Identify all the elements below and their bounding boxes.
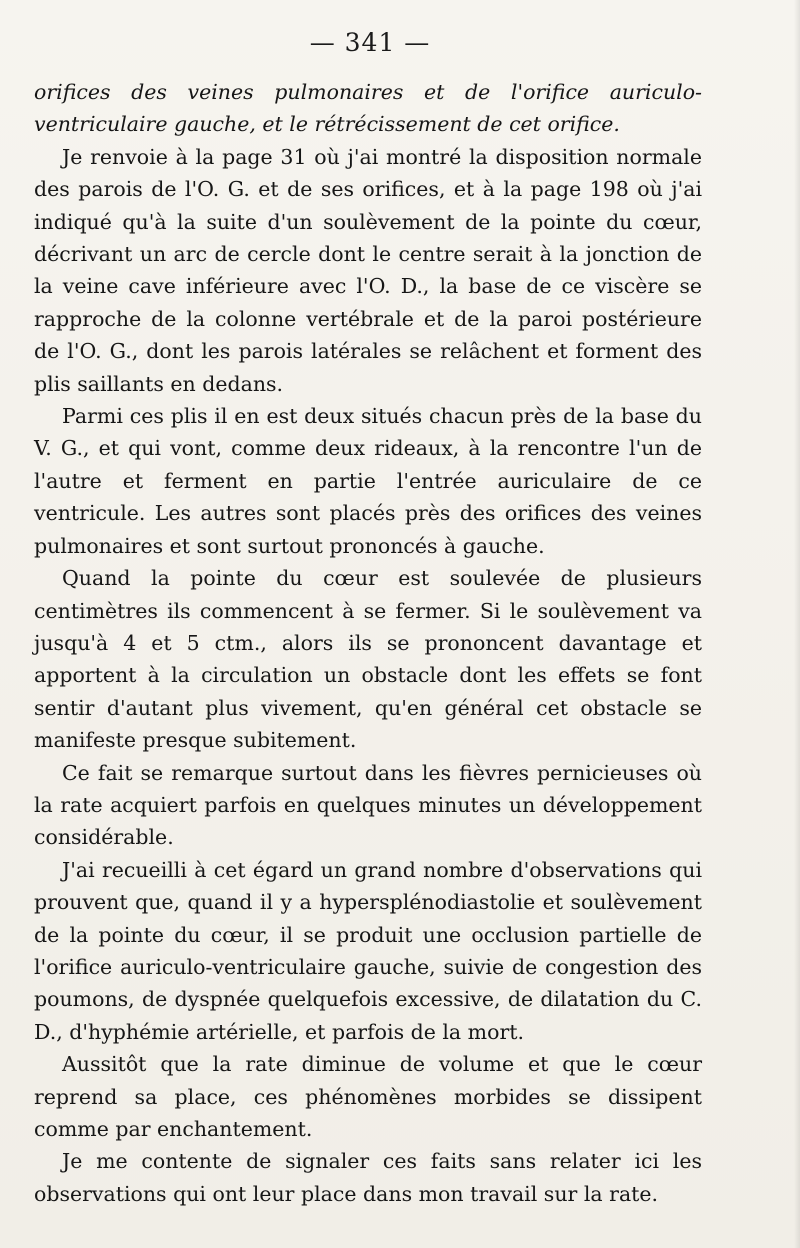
body-text: [34, 76, 702, 1210]
page-number: — 341 —: [309, 28, 431, 57]
paragraph-6: J'ai recueilli à cet égard un grand nombre d'observations qui prouvent que, quand il y a hypersplénodiastolie et soulèvement de la pointe du cœur, il se produit une occlusion partielle de l'orifice auriculo-ventriculaire gauche, suivie de congestion des poumons, de dyspnée quelquefois excessive, de dilatation du C. D., d'hyphémie artérielle, et parfois de la mort.: [34, 857, 702, 1044]
paragraph-8: Je me contente de signaler ces faits sans relater ici les observations qui ont leur place dans mon travail sur la rate.: [34, 1149, 702, 1206]
paragraph-1-continuation: orifices des veines pulmonaires et de l'orifice auriculo-ventriculaire gauche, et le rétrécissement de cet orifice.: [34, 80, 702, 137]
paragraph-5: Ce fait se remarque surtout dans les fièvres pernicieuses où la rate acquiert parfois en quelques minutes un développement considérable.: [34, 760, 702, 850]
paragraph-4: Quand la pointe du cœur est soulevée de plusieurs centimètres ils commencent à se fermer. Si le soulèvement va jusqu'à 4 et 5 ctm., alors ils se prononcent davantage et apportent à la circulation un obstacle dont les effets se font sentir d'autant plus vivement, qu'en général cet obstacle se manifeste presque subitement.: [34, 566, 702, 753]
page-edge-shadow: [794, 0, 800, 1248]
paragraph-3: Parmi ces plis il en est deux situés chacun près de la base du V. G., et qui vont, comme deux rideaux, à la rencontre l'un de l'autre et ferment en partie l'entrée auriculaire de ce ventricule. Les autres sont placés près des orifices des veines pulmonaires et sont surtout prononcés à gauche.: [34, 404, 702, 558]
paragraph-2: Je renvoie à la page 31 où j'ai montré la disposition normale des parois de l'O. G. et de ses orifices, et à la page 198 où j'ai indiqué qu'à la suite d'un soulèvement de la pointe du cœur, décrivant un arc de cercle dont le centre serait à la jonction de la veine cave inférieure avec l'O. D., la base de ce viscère se rapproche de la colonne vertébrale et de la paroi postérieure de l'O. G., dont les parois latérales se relâchent et forment des plis saillants en dedans.: [34, 144, 702, 396]
paragraph-7: Aussitôt que la rate diminue de volume et que le cœur reprend sa place, ces phénomènes morbides se dissipent comme par enchantement.: [34, 1052, 702, 1141]
